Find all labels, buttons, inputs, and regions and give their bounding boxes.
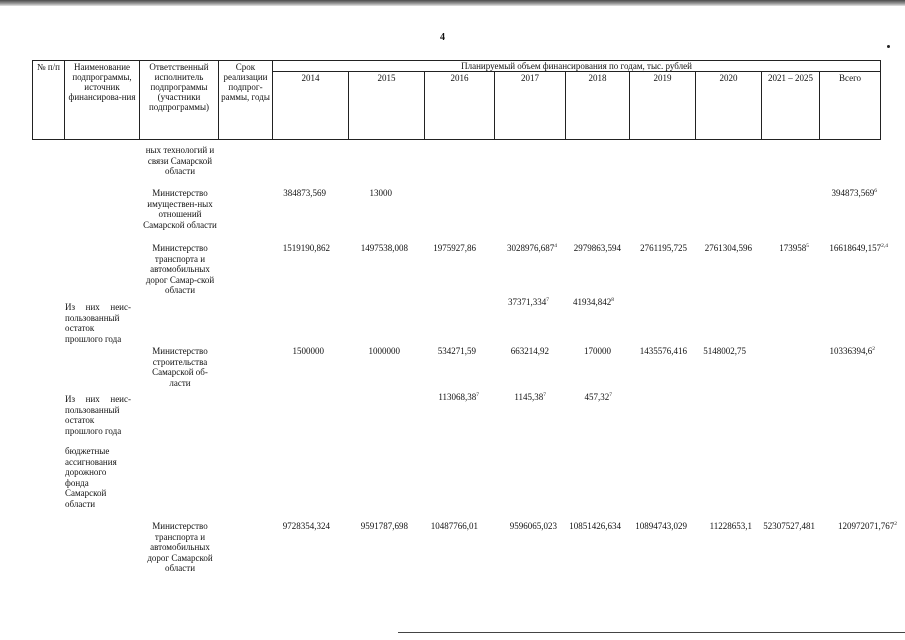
- scan-bottom-line: [398, 632, 905, 633]
- row4-executor: Министерство строительства Самарской об-ласти: [152, 346, 208, 388]
- scan-top-edge: [0, 0, 905, 6]
- header-year: 2018: [566, 72, 630, 140]
- header-executor: Ответственный исполнитель подпрограммы (участники подпрограммы): [140, 61, 219, 140]
- row7-2014: 9728354,324: [282, 521, 330, 531]
- row4-total: 10336394,6$^2$: [829, 346, 875, 356]
- page-number: 4: [440, 32, 445, 43]
- row2-2017: 3028976,687$^4$: [507, 243, 557, 253]
- header-term: Срок реализации подпрог-раммы, годы: [219, 61, 273, 140]
- row6-name: бюджетные ассигнования дорожного фонда Самарской области: [65, 446, 117, 509]
- row2-total: 16618649,157$^{2,4}$: [829, 243, 888, 253]
- row5-2017: 1145,38$^7$: [514, 392, 546, 402]
- header-year: 2016: [425, 72, 495, 140]
- row5-2018: 457,32$^7$: [584, 392, 612, 402]
- header-year: 2021 – 2025: [762, 72, 820, 140]
- header-year: 2019: [630, 72, 696, 140]
- row5-name: Из них неис-пользованный остаток прошлого года: [65, 394, 131, 436]
- row7-total: 120972071,767$^2$: [838, 521, 897, 531]
- header-name: Наименование подпрограммы, источник финансирова-ния: [65, 61, 140, 140]
- row7-2020: 11228653,1: [709, 521, 752, 531]
- row4-2020: 5148002,75: [703, 346, 746, 356]
- row2-2014: 1519190,862: [282, 243, 330, 253]
- row3-2018: 41934,842$^8$: [573, 297, 614, 307]
- table-header: [32, 60, 881, 140]
- row7-2019: 10894743,029: [635, 521, 687, 531]
- row4-2018: 170000: [584, 346, 611, 356]
- row3-2017: 37371,334$^7$: [508, 297, 549, 307]
- header-year: 2014: [273, 72, 349, 140]
- header-year: 2020: [696, 72, 762, 140]
- row2-2019: 2761195,725: [640, 243, 687, 253]
- row1-executor: Министерство имуществен-ных отношений Самарской области: [143, 188, 217, 230]
- row7-executor: Министерство транспорта и автомобильных дорог Самарской области: [147, 521, 213, 573]
- row2-2020: 2761304,596: [704, 243, 752, 253]
- row3-name: Из них неис-пользованный остаток прошлого года: [65, 302, 131, 344]
- row2-2021-2025: 173958$^5$: [779, 243, 809, 253]
- row4-2019: 1435576,416: [639, 346, 687, 356]
- row4-2014: 1500000: [292, 346, 324, 356]
- executor-fragment: ных технологий и связи Самарской области: [145, 145, 215, 176]
- row1-total: 394873,569$^6$: [831, 188, 877, 198]
- header-plan: Планируемый объем финансирования по годам, тыс. рублей: [273, 61, 881, 72]
- row2-2018: 2979863,594: [573, 243, 621, 253]
- row7-2016: 10487766,01: [430, 521, 478, 531]
- header-year: 2015: [349, 72, 425, 140]
- row5-2016: 113068,38$^7$: [438, 392, 479, 402]
- row1-2014: 384873,569: [283, 188, 326, 198]
- row1-2015: 13000: [369, 188, 392, 198]
- row7-2018: 10851426,634: [569, 521, 621, 531]
- header-total: Всего: [820, 72, 881, 140]
- row4-2015: 1000000: [368, 346, 400, 356]
- row2-2016: 1975927,86: [433, 243, 476, 253]
- header-num: № п/п: [33, 61, 65, 140]
- scan-speck: [887, 45, 890, 48]
- row2-2015: 1497538,008: [360, 243, 408, 253]
- header-year: 2017: [495, 72, 566, 140]
- row7-2015: 9591787,698: [360, 521, 408, 531]
- row2-executor: Министерство транспорта и автомобильных дорог Самар-ской области: [145, 243, 215, 295]
- row4-2016: 534271,59: [437, 346, 476, 356]
- row7-2017: 9596065,023: [509, 521, 557, 531]
- row4-2017: 663214,92: [510, 346, 549, 356]
- row7-2021-2025: 52307527,481: [763, 521, 815, 531]
